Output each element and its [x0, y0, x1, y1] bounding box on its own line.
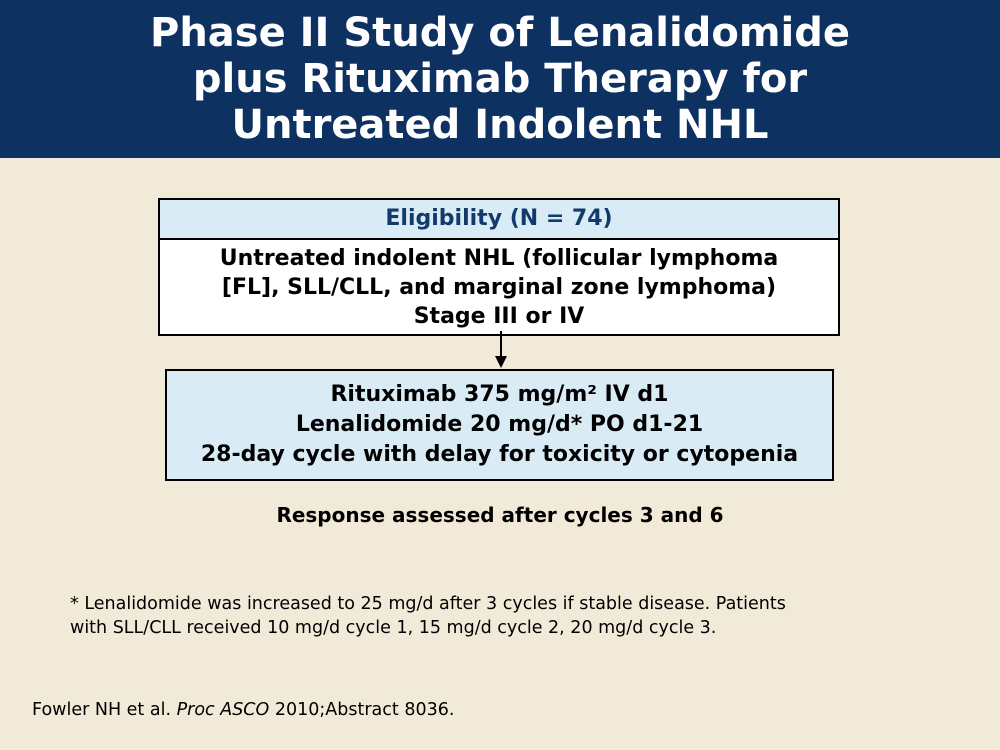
eligibility-line-1: Untreated indolent NHL (follicular lymphoma	[219, 246, 779, 271]
response-note: Response assessed after cycles 3 and 6	[276, 503, 724, 527]
footnote-line-1: * Lenalidomide was increased to 25 mg/d after 3 cycles if stable disease. Patients	[70, 594, 786, 614]
title-line-2: plus Rituximab Therapy for	[192, 56, 808, 102]
title-banner	[0, 0, 1000, 158]
eligibility-line-2: [FL], SLL/CLL, and marginal zone lymphoma)	[221, 275, 777, 300]
title-line-1: Phase II Study of Lenalidomide	[150, 10, 850, 56]
citation	[32, 700, 454, 720]
footnote	[70, 592, 970, 640]
flow-arrow	[493, 331, 509, 369]
treatment-box	[165, 369, 834, 481]
citation-journal: Proc ASCO	[176, 700, 270, 720]
treatment-line-1: Rituximab 375 mg/m² IV d1	[330, 382, 669, 407]
treatment-line-3: 28-day cycle with delay for toxicity or cytopenia	[200, 442, 799, 467]
eligibility-body	[160, 240, 838, 334]
title-line-3: Untreated Indolent NHL	[231, 102, 769, 148]
eligibility-box	[158, 198, 840, 336]
footnote-line-2: with SLL/CLL received 10 mg/d cycle 1, 15 mg/d cycle 2, 20 mg/d cycle 3.	[70, 618, 717, 638]
eligibility-heading: Eligibility (N = 74)	[160, 200, 838, 240]
treatment-line-2: Lenalidomide 20 mg/d* PO d1-21	[295, 412, 704, 437]
eligibility-line-3: Stage III or IV	[413, 304, 585, 329]
citation-authors: Fowler NH et al.	[32, 700, 177, 720]
citation-details: 2010;Abstract 8036.	[269, 700, 455, 720]
